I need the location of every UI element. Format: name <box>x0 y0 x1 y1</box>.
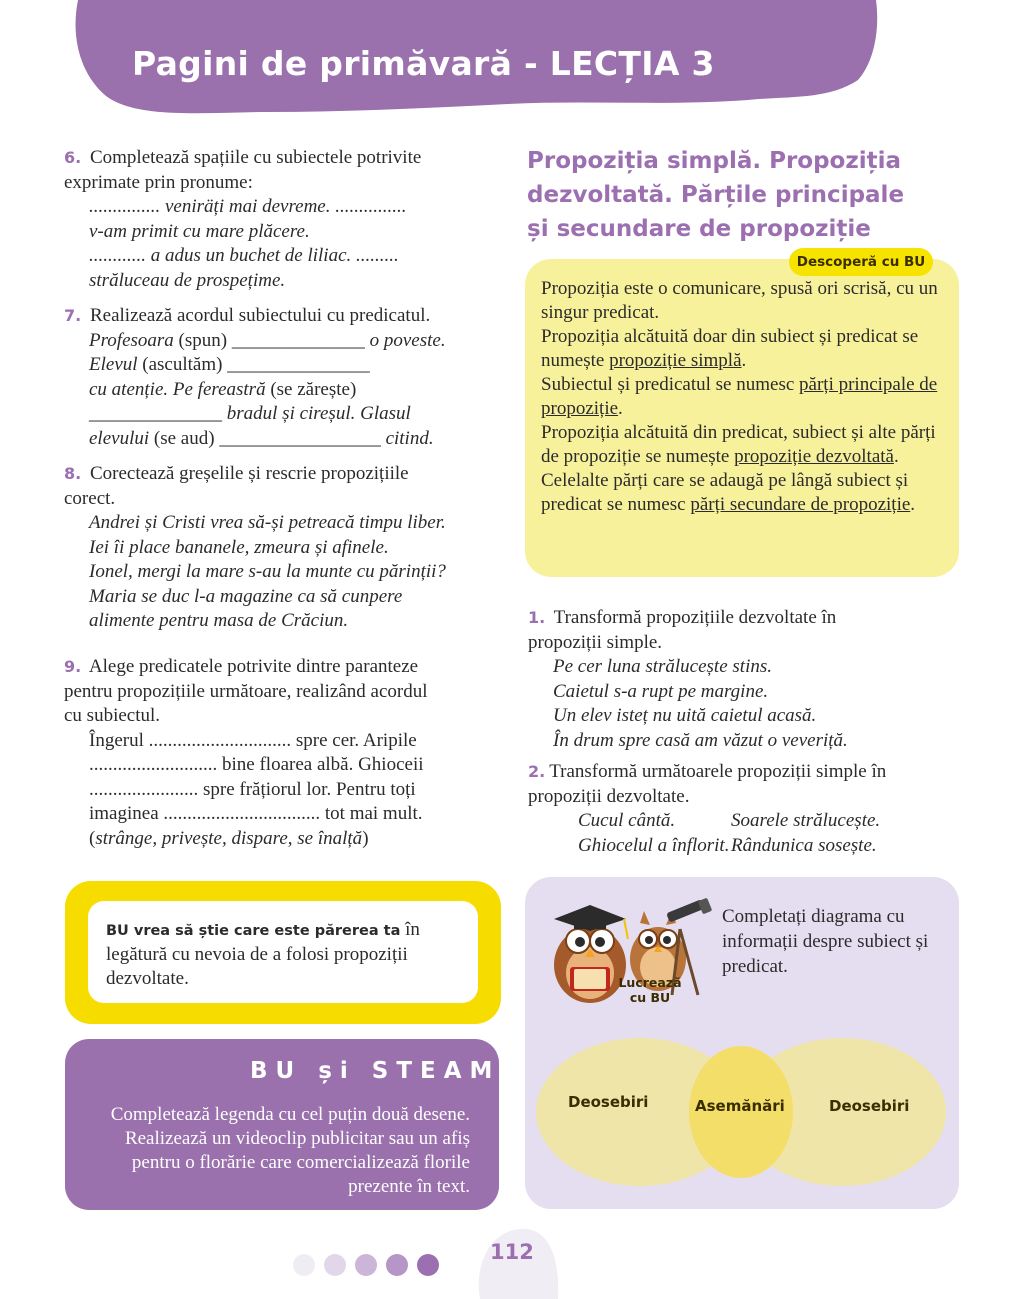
exercise-line: străluceau de prospețime. <box>89 269 286 291</box>
exercise-7 <box>64 304 504 451</box>
exercise-number: 2. <box>528 762 546 781</box>
exercise-options: (strânge, privește, dispare, se înalță) <box>89 827 369 849</box>
exercise-number: 1. <box>528 608 546 627</box>
steam-text: Completează legenda cu cel puțin două desene. Realizează un videoclip publicitar sau un afiș pentru o florărie care comercializează florile prezente în text. <box>110 1104 470 1197</box>
venn-right-label: Deosebiri <box>829 1097 910 1115</box>
exercise-line: ............... veniräți mai devreme. ............... <box>89 196 407 217</box>
exercise-line: cu atenție. Pe fereastră (se zărește) <box>89 378 357 400</box>
progress-dot <box>293 1254 315 1276</box>
exercise-line: Iei îi place bananele, zmeura și afinele. <box>89 536 389 558</box>
exercise-instruction: Realizează acordul subiectului cu predicatul. <box>89 305 431 326</box>
discover-badge: Descoperă cu BU <box>789 248 933 276</box>
exercise-line: Andrei și Cristi vrea să-și petreacă timpu liber. <box>89 512 446 533</box>
exercise-line: alimente pentru masa de Crăciun. <box>89 610 349 631</box>
exercise-instruction: exprimate prin pronume: <box>64 171 253 193</box>
exercise-instruction: Transformă propozițiile dezvoltate în <box>553 607 837 628</box>
exercise-line: Rândunica sosește. <box>731 834 877 856</box>
exercise-instruction: Transformă următoarele propoziții simple în <box>549 761 887 782</box>
progress-dot <box>355 1254 377 1276</box>
exercise-line: Cucul cântă. <box>578 810 676 831</box>
exercise-instruction: propoziții dezvoltate. <box>528 785 690 807</box>
exercise-9 <box>64 655 514 851</box>
exercise-line: Ionel, mergi la mare s-au la munte cu părinții? <box>89 561 446 582</box>
exercise-line: Profesoara (spun) ______________ o poveste. <box>89 329 446 351</box>
exercise-line: v-am primit cu mare plăcere. <box>89 220 310 242</box>
work-instruction: Completați diagrama cu informații despre subiect și predicat. <box>722 906 929 977</box>
exercise-number: 8. <box>64 464 82 483</box>
page-title: Pagini de primăvară - LECȚIA 3 <box>132 44 715 83</box>
exercise-2 <box>528 760 953 858</box>
exercise-line: elevului (se aud) _________________ citind. <box>89 427 434 449</box>
exercise-instruction: cu subiectul. <box>64 705 161 726</box>
exercise-line: ........................... bine floarea albă. Ghioceii <box>89 754 424 775</box>
progress-dot <box>386 1254 408 1276</box>
exercise-line: În drum spre casă am văzut o veveriță. <box>553 729 848 751</box>
page-progress-dots <box>293 1254 439 1276</box>
exercise-instruction: propoziții simple. <box>528 631 663 653</box>
exercise-instruction: Completează spațiile cu subiectele potrivite <box>89 147 422 168</box>
opinion-text: BU vrea să știe care este părerea ta în legătură cu nevoia de a folosi propoziții dezvoltate. <box>106 919 420 989</box>
exercise-instruction: corect. <box>64 487 116 509</box>
page-number: 112 <box>490 1240 534 1264</box>
exercise-1 <box>528 606 953 753</box>
exercise-line: Ghiocelul a înflorit. <box>578 834 730 856</box>
progress-dot <box>324 1254 346 1276</box>
definition-text: Propoziția este o comunicare, spusă ori scrisă, cu un singur predicat. Propoziția alcătuită doar din subiect și predicat se numește propoziție simplă. Subiectul și predicatul se numesc părți principale de propoziție. Propoziția alcătuită din predicat, subiect și alte părți de propoziție se numește propoziție dezvoltată. Celelalte părți care se adaugă pe lângă subiect și predicat se numesc părți secundare de propoziție. <box>541 278 938 515</box>
section-title: Propoziția simplă. Propoziția dezvoltată. Părțile principale și secundare de propoziție <box>527 148 905 242</box>
exercise-instruction: Alege predicatele potrivite dintre paranteze <box>88 656 419 677</box>
exercise-instruction: pentru propozițiile următoare, realizând acordul <box>64 680 428 702</box>
exercise-number: 9. <box>64 657 82 676</box>
exercise-number: 6. <box>64 148 82 167</box>
exercise-line: Îngerul .............................. spre cer. Aripile <box>89 729 417 751</box>
exercise-instruction: Corectează greșelile și rescrie propozițiile <box>89 463 409 484</box>
exercise-line: Un elev isteț nu uită caietul acasă. <box>553 705 817 726</box>
exercise-line: Caietul s-a rupt pe margine. <box>553 680 769 702</box>
exercise-columns <box>528 809 953 858</box>
exercise-line: ....................... spre frățiorul lor. Pentru toți <box>89 778 416 800</box>
venn-middle-label: Asemănări <box>695 1097 785 1115</box>
exercise-line: imaginea ................................. tot mai mult. <box>89 803 423 824</box>
exercise-number: 7. <box>64 306 82 325</box>
exercise-8 <box>64 462 514 634</box>
exercise-line: Elevul (ascultăm) _______________ <box>89 354 370 375</box>
exercise-line: ............ a adus un buchet de liliac. ......... <box>89 245 399 266</box>
exercise-line: Maria se duc l-a magazine ca să cunpere <box>89 585 403 607</box>
exercise-line: Soarele strălucește. <box>731 810 881 831</box>
steam-title: BU și STEAM <box>250 1058 501 1084</box>
exercise-6 <box>64 146 504 293</box>
venn-left-label: Deosebiri <box>568 1093 649 1111</box>
work-with-bu-label: Lucrează cu BU <box>618 975 682 1005</box>
exercise-line: Pe cer luna strălucește stins. <box>553 656 772 677</box>
exercise-line: ______________ bradul și cireșul. Glasul <box>89 403 411 424</box>
progress-dot <box>417 1254 439 1276</box>
